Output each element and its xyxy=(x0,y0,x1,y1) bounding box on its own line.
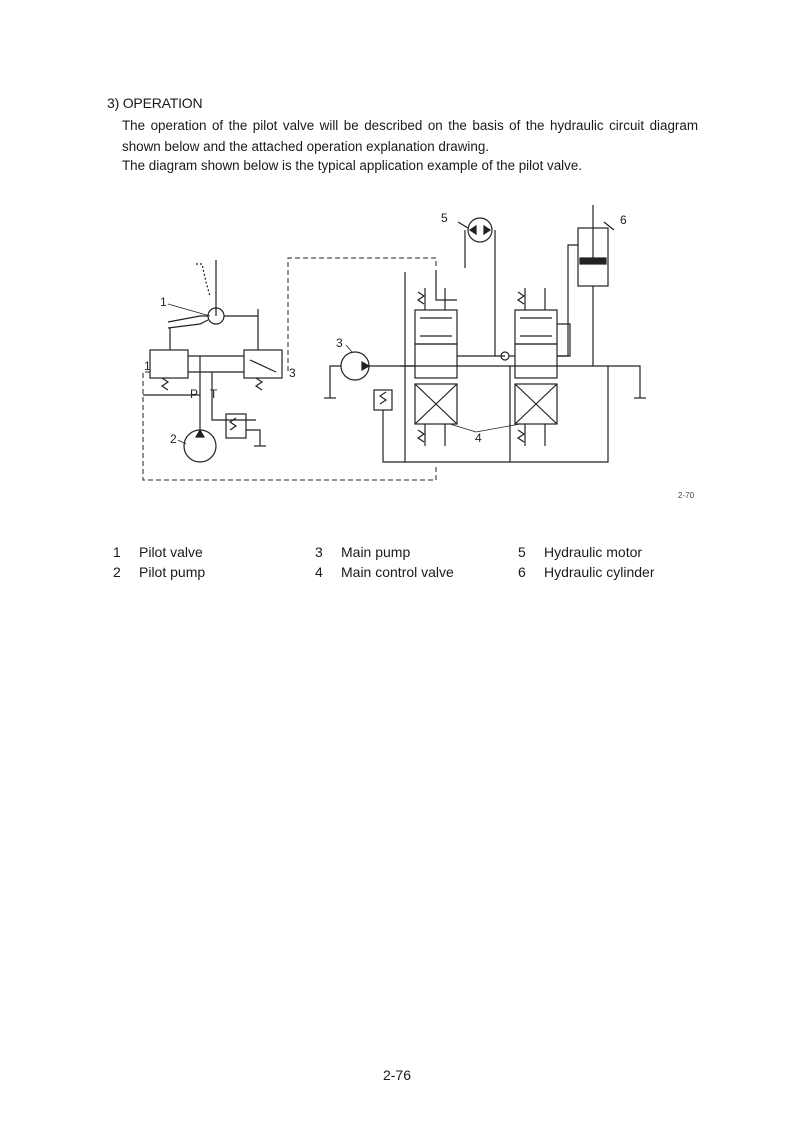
legend-column-1 xyxy=(113,542,205,582)
main-pump xyxy=(324,352,608,462)
legend-label: Main control valve xyxy=(341,564,454,580)
port-label-t: T xyxy=(210,387,218,401)
pilot-valve-lever xyxy=(168,260,258,350)
legend-number: 5 xyxy=(518,544,526,560)
legend-label: Pilot pump xyxy=(139,564,206,580)
diagram-intro-paragraph: The diagram shown below is the typical application example of the pilot valve. xyxy=(122,158,582,173)
callout-1-valve: 1 xyxy=(144,359,151,373)
legend-label: Pilot valve xyxy=(139,544,203,560)
legend-item xyxy=(518,542,654,562)
legend-item xyxy=(315,562,454,582)
callout-3-valve: 3 xyxy=(289,366,296,380)
legend-item xyxy=(113,542,205,562)
legend-label: Main pump xyxy=(341,544,411,560)
callout-6: 6 xyxy=(620,213,627,227)
hydraulic-cylinder xyxy=(557,205,614,366)
callout-5: 5 xyxy=(441,211,448,225)
legend-number: 2 xyxy=(113,564,121,580)
legend-column-2 xyxy=(315,542,454,582)
port-label-p: P xyxy=(190,387,199,401)
legend-column-3 xyxy=(518,542,654,582)
legend-item xyxy=(518,562,654,582)
callout-2: 2 xyxy=(170,432,177,446)
legend-number: 4 xyxy=(315,564,323,580)
legend-number: 6 xyxy=(518,564,526,580)
figure-code: 2-70 xyxy=(678,491,695,500)
callout-4: 4 xyxy=(475,431,482,445)
main-lines xyxy=(400,230,646,462)
pilot-pump xyxy=(184,414,266,462)
section-heading: 3) OPERATION xyxy=(107,95,203,111)
callout-3-pump: 3 xyxy=(336,336,343,350)
callout-1-lever: 1 xyxy=(160,295,167,309)
legend-number: 3 xyxy=(315,544,323,560)
legend-label: Hydraulic cylinder xyxy=(544,564,655,580)
page-number: 2-76 xyxy=(382,1067,412,1083)
legend-label: Hydraulic motor xyxy=(544,544,643,560)
intro-paragraph: The operation of the pilot valve will be described on the basis of the hydraulic circuit diagram shown below and the attached operation explanation drawing. xyxy=(122,118,698,154)
legend-number: 1 xyxy=(113,544,121,560)
legend-item xyxy=(315,542,454,562)
hydraulic-motor xyxy=(458,218,492,242)
hydraulic-circuit-diagram xyxy=(130,205,710,505)
main-control-valve-right xyxy=(515,288,557,446)
main-control-valve-left xyxy=(415,270,457,446)
legend-item xyxy=(113,562,205,582)
